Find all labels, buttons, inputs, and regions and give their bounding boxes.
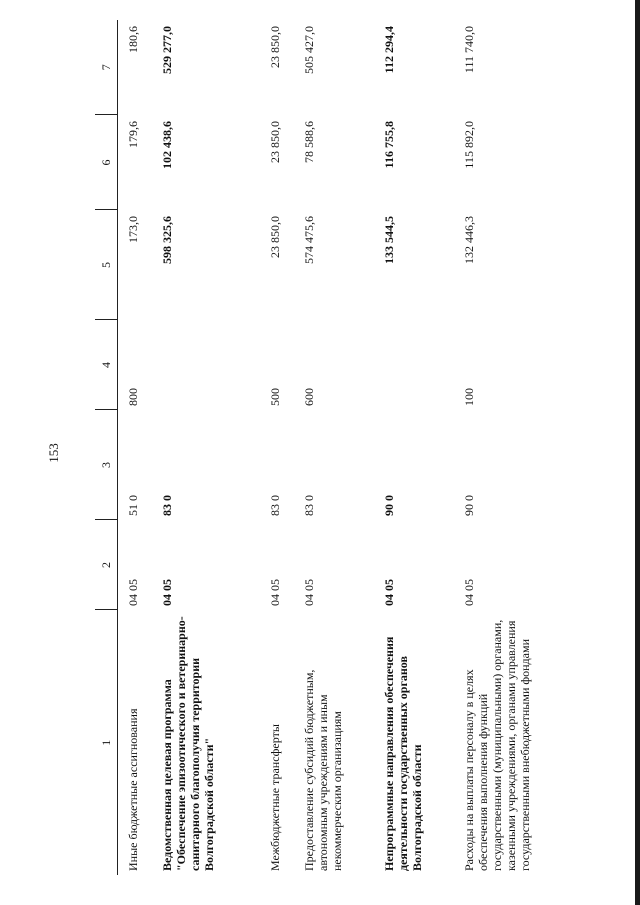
expense-type	[374, 320, 454, 410]
program-code: 83 0	[268, 495, 282, 516]
amount-col-6: 102 438,6	[160, 121, 174, 169]
budget-table	[95, 20, 582, 875]
amount-col-6: 179,6	[126, 121, 140, 148]
section-code: 04 05	[382, 579, 396, 606]
amount-col-7: 529 277,0	[160, 26, 174, 74]
table-row	[294, 20, 374, 875]
header-col-3: 3	[95, 410, 118, 520]
amount-col-5: 23 850,0	[268, 216, 282, 258]
expense-type: 800	[126, 388, 140, 406]
table-row	[260, 20, 294, 875]
row-name: Предоставление субсидий бюджетным, автономным учреждениям и иным некоммерческим организациям	[302, 669, 344, 871]
row-name: Непрограммные направления обеспечения деятельности государственных органов Волгоградской области	[382, 636, 424, 871]
amount-col-5: 173,0	[126, 216, 140, 243]
amount-col-7: 111 740,0	[462, 26, 476, 74]
section-code: 04 05	[462, 579, 476, 606]
header-col-1: 1	[95, 610, 118, 875]
row-name: Иные бюджетные ассигнования	[126, 708, 140, 871]
amount-col-5: 598 325,6	[160, 216, 174, 264]
program-code: 90 0	[462, 495, 476, 516]
expense-type: 100	[462, 388, 476, 406]
amount-col-6: 115 892,0	[462, 121, 476, 169]
amount-col-6: 78 588,6	[302, 121, 316, 163]
section-code: 04 05	[268, 579, 282, 606]
row-name: Ведомственная целевая программа "Обеспечение эпизоотического и ветеринарно-санитарного благополучия территории Волгоградской области"	[160, 616, 216, 871]
program-code: 83 0	[302, 495, 316, 516]
page-number: 153	[46, 443, 61, 463]
amount-col-6: 23 850,0	[268, 121, 282, 163]
row-name: Расходы на выплаты персоналу в целях обеспечения выполнения функций государственными (муниципальными) органами, казенными учреждениями, органами управления государственными внебюджетными фондами	[462, 619, 532, 871]
table-row	[152, 20, 260, 875]
program-code: 83 0	[160, 495, 174, 516]
table-row	[454, 20, 582, 875]
expense-type: 500	[268, 388, 282, 406]
header-row	[95, 20, 118, 875]
table-row	[118, 20, 153, 875]
program-code: 90 0	[382, 495, 396, 516]
section-code: 04 05	[302, 579, 316, 606]
expense-type: 600	[302, 388, 316, 406]
expense-type	[152, 320, 260, 410]
header-col-5: 5	[95, 210, 118, 320]
rotated-table-container	[95, 20, 550, 875]
amount-col-5: 132 446,3	[462, 216, 476, 264]
header-col-7: 7	[95, 20, 118, 115]
scan-edge	[635, 0, 640, 905]
header-col-2: 2	[95, 520, 118, 610]
header-col-4: 4	[95, 320, 118, 410]
amount-col-6: 116 755,8	[382, 121, 396, 169]
amount-col-5: 574 475,6	[302, 216, 316, 264]
program-code: 51 0	[126, 495, 140, 516]
amount-col-7: 505 427,0	[302, 26, 316, 74]
amount-col-7: 180,6	[126, 26, 140, 53]
header-col-6: 6	[95, 115, 118, 210]
amount-col-7: 112 294,4	[382, 26, 396, 74]
amount-col-7: 23 850,0	[268, 26, 282, 68]
section-code: 04 05	[160, 579, 174, 606]
section-code: 04 05	[126, 579, 140, 606]
table-row	[374, 20, 454, 875]
amount-col-5: 133 544,5	[382, 216, 396, 264]
row-name: Межбюджетные трансферты	[268, 724, 282, 871]
